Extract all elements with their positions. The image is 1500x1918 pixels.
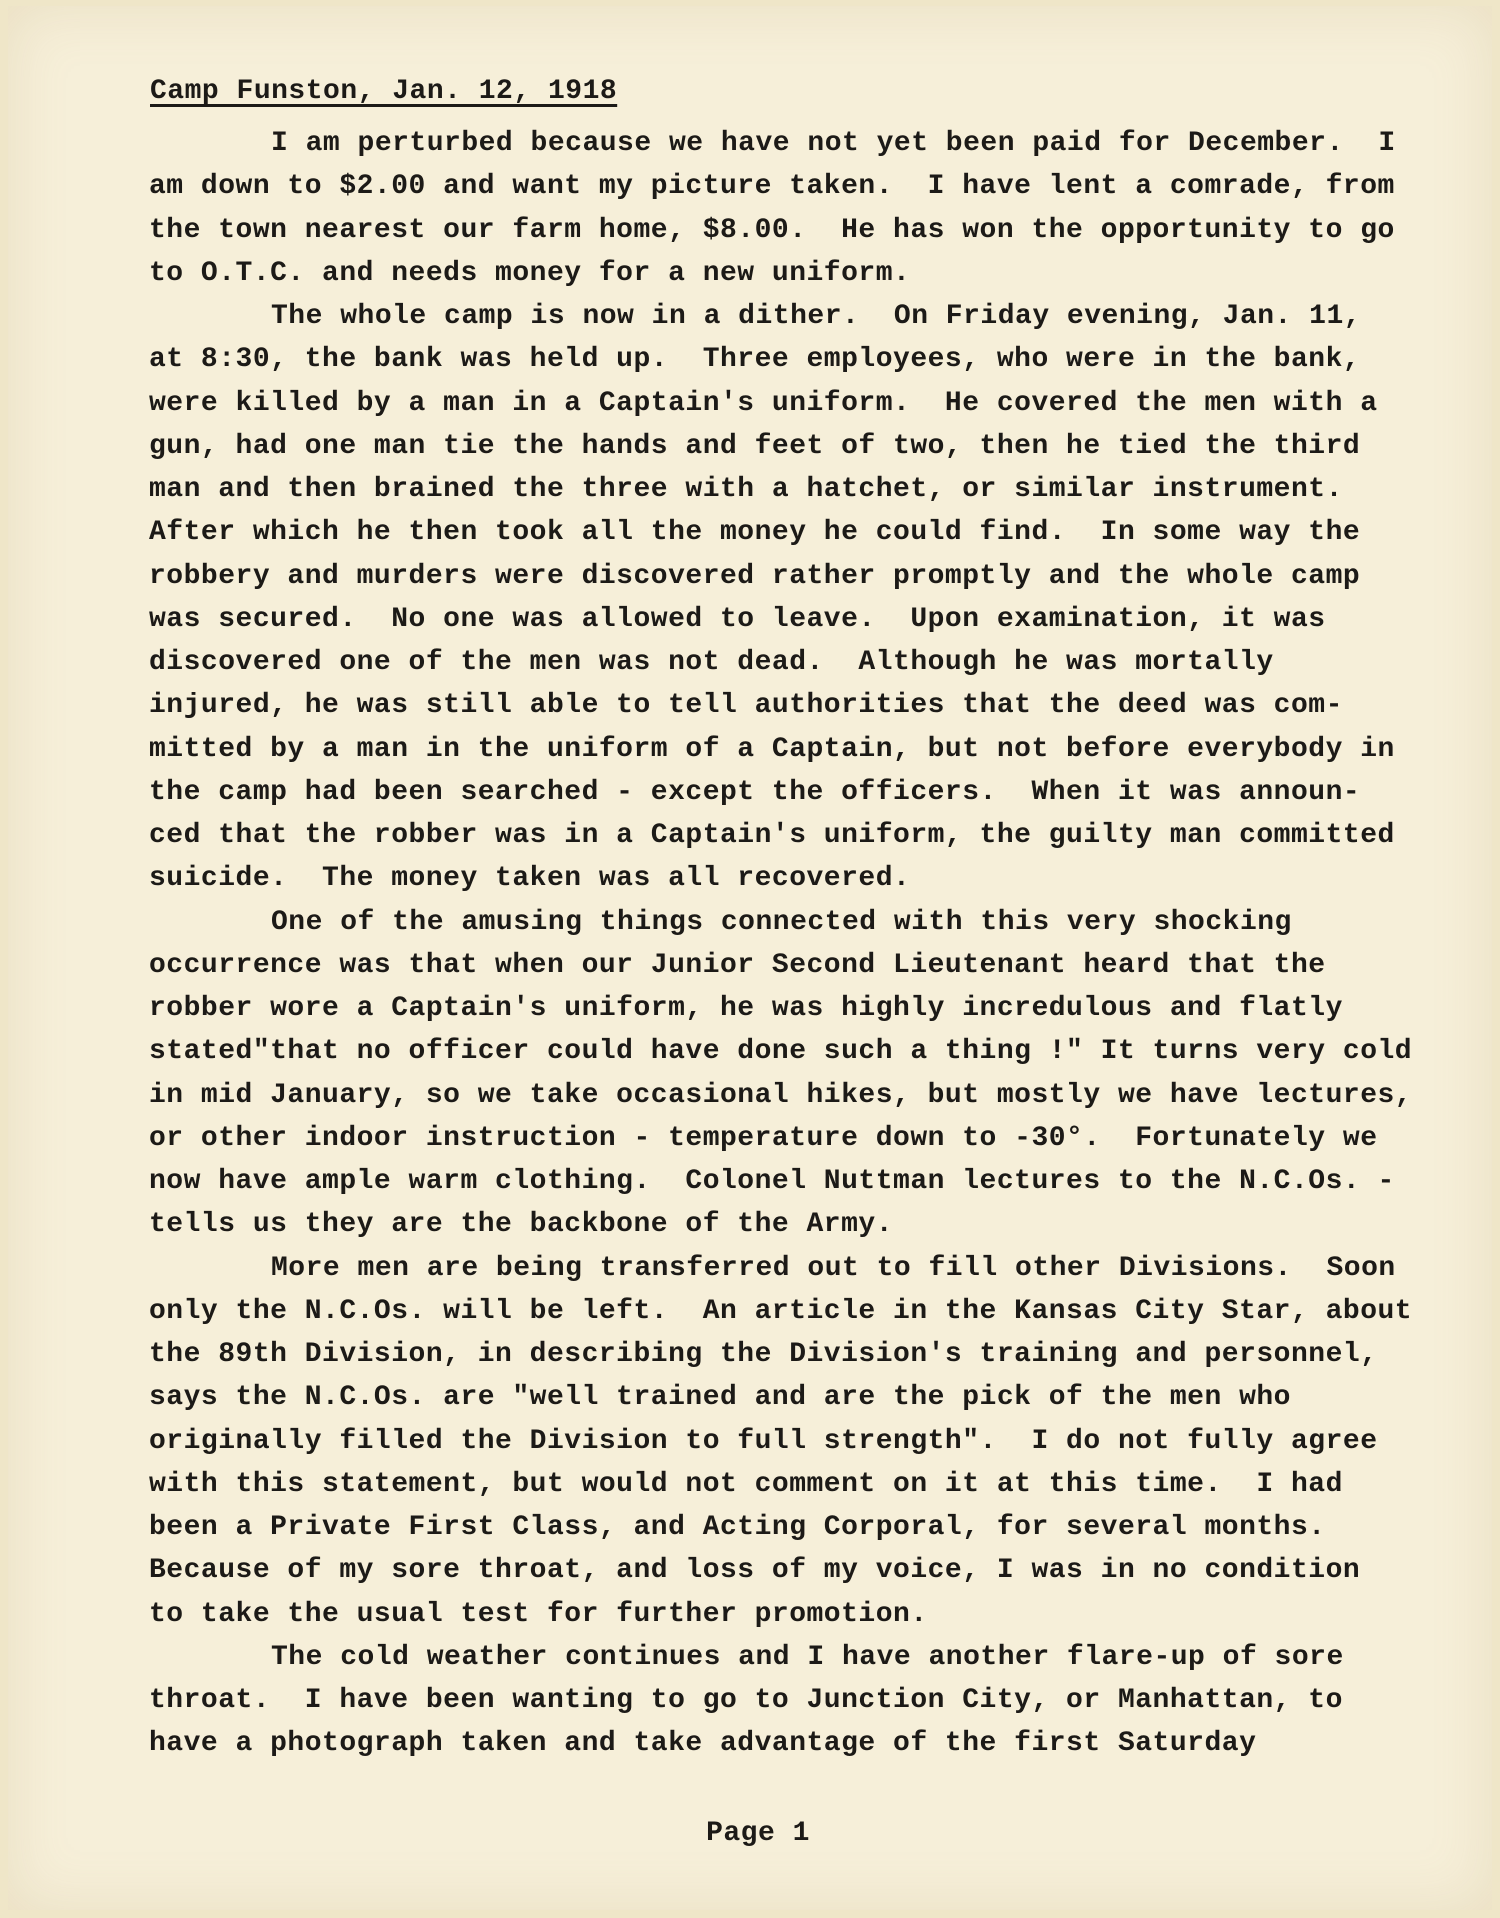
text-line: were killed by a man in a Captain's uniform. He covered the men with a: [149, 387, 1378, 419]
paragraph: [149, 1247, 1469, 1636]
text-line: originally filled the Division to full strength". I do not fully agree: [149, 1425, 1378, 1457]
paragraph: [149, 295, 1469, 901]
text-line: The whole camp is now in a dither. On Friday evening, Jan. 11,: [271, 301, 1362, 332]
text-line: More men are being transferred out to fill other Divisions. Soon: [271, 1252, 1396, 1284]
text-line: occurrence was that when our Junior Second Lieutenant heard that the: [149, 949, 1326, 981]
page-number: Page 1: [706, 1818, 810, 1849]
letter-heading: Camp Funston, Jan. 12, 1918: [150, 76, 618, 107]
paragraph: [149, 1636, 1469, 1766]
text-line: throat. I have been wanting to go to Junction City, or Manhattan, to: [149, 1685, 1343, 1716]
text-line: man and then brained the three with a hatchet, or similar instrument.: [149, 474, 1343, 505]
paragraph: [149, 122, 1469, 295]
text-line: only the N.C.Os. will be left. An article in the Kansas City Star, about: [149, 1295, 1413, 1327]
paragraph: [149, 901, 1469, 1247]
text-line: with this statement, but would not comment on it at this time. I had: [149, 1468, 1343, 1500]
text-line: have a photograph taken and take advantage of the first Saturday: [149, 1728, 1257, 1760]
text-line: stated"that no officer could have done such a thing !" It turns very cold: [149, 1036, 1413, 1068]
text-line: discovered one of the men was not dead. Although he was mortally: [149, 647, 1274, 678]
text-line: was secured. No one was allowed to leave. Upon examination, it was: [149, 603, 1326, 635]
text-line: I am perturbed because we have not yet been paid for December. I: [271, 128, 1396, 159]
text-line: tells us they are the backbone of the Army.: [149, 1209, 894, 1241]
text-line: After which he then took all the money he could find. In some way the: [149, 517, 1361, 549]
text-line: in mid January, so we take occasional hikes, but mostly we have lectures,: [149, 1079, 1413, 1111]
text-line: says the N.C.Os. are "well trained and are the pick of the men who: [149, 1382, 1291, 1414]
text-line: gun, had one man tie the hands and feet of two, then he tied the third: [149, 430, 1361, 462]
text-line: One of the amusing things connected with this very shocking: [271, 906, 1292, 938]
text-line: the town nearest our farm home, $8.00. He has won the opportunity to go: [149, 214, 1395, 246]
text-line: Because of my sore throat, and loss of my voice, I was in no condition: [149, 1555, 1361, 1587]
text-line: robber wore a Captain's uniform, he was highly incredulous and flatly: [149, 993, 1343, 1024]
text-line: been a Private First Class, and Acting Corporal, for several months.: [149, 1512, 1326, 1543]
text-line: am down to $2.00 and want my picture taken. I have lent a comrade, from: [149, 171, 1395, 203]
text-line: suicide. The money taken was all recovered.: [149, 863, 911, 895]
text-line: at 8:30, the bank was held up. Three employees, who were in the bank,: [149, 344, 1361, 376]
text-line: the 89th Division, in describing the Division's training and personnel,: [149, 1339, 1378, 1370]
text-line: the camp had been searched - except the officers. When it was announ-: [149, 776, 1361, 808]
text-line: to take the usual test for further promotion.: [149, 1598, 928, 1630]
text-line: mitted by a man in the uniform of a Captain, but not before everybody in: [149, 733, 1395, 765]
text-line: now have ample warm clothing. Colonel Nuttman lectures to the N.C.Os. -: [149, 1166, 1395, 1197]
text-line: injured, he was still able to tell authorities that the deed was com-: [149, 690, 1343, 722]
text-line: robbery and murders were discovered rather promptly and the whole camp: [149, 560, 1361, 592]
text-line: ced that the robber was in a Captain's uniform, the guilty man committed: [149, 820, 1395, 851]
text-line: or other indoor instruction - temperature down to -30°. Fortunately we: [149, 1122, 1378, 1154]
text-line: to O.T.C. and needs money for a new uniform.: [149, 257, 911, 289]
text-line: The cold weather continues and I have another flare-up of sore: [271, 1641, 1344, 1673]
letter-body: [149, 122, 1469, 1766]
